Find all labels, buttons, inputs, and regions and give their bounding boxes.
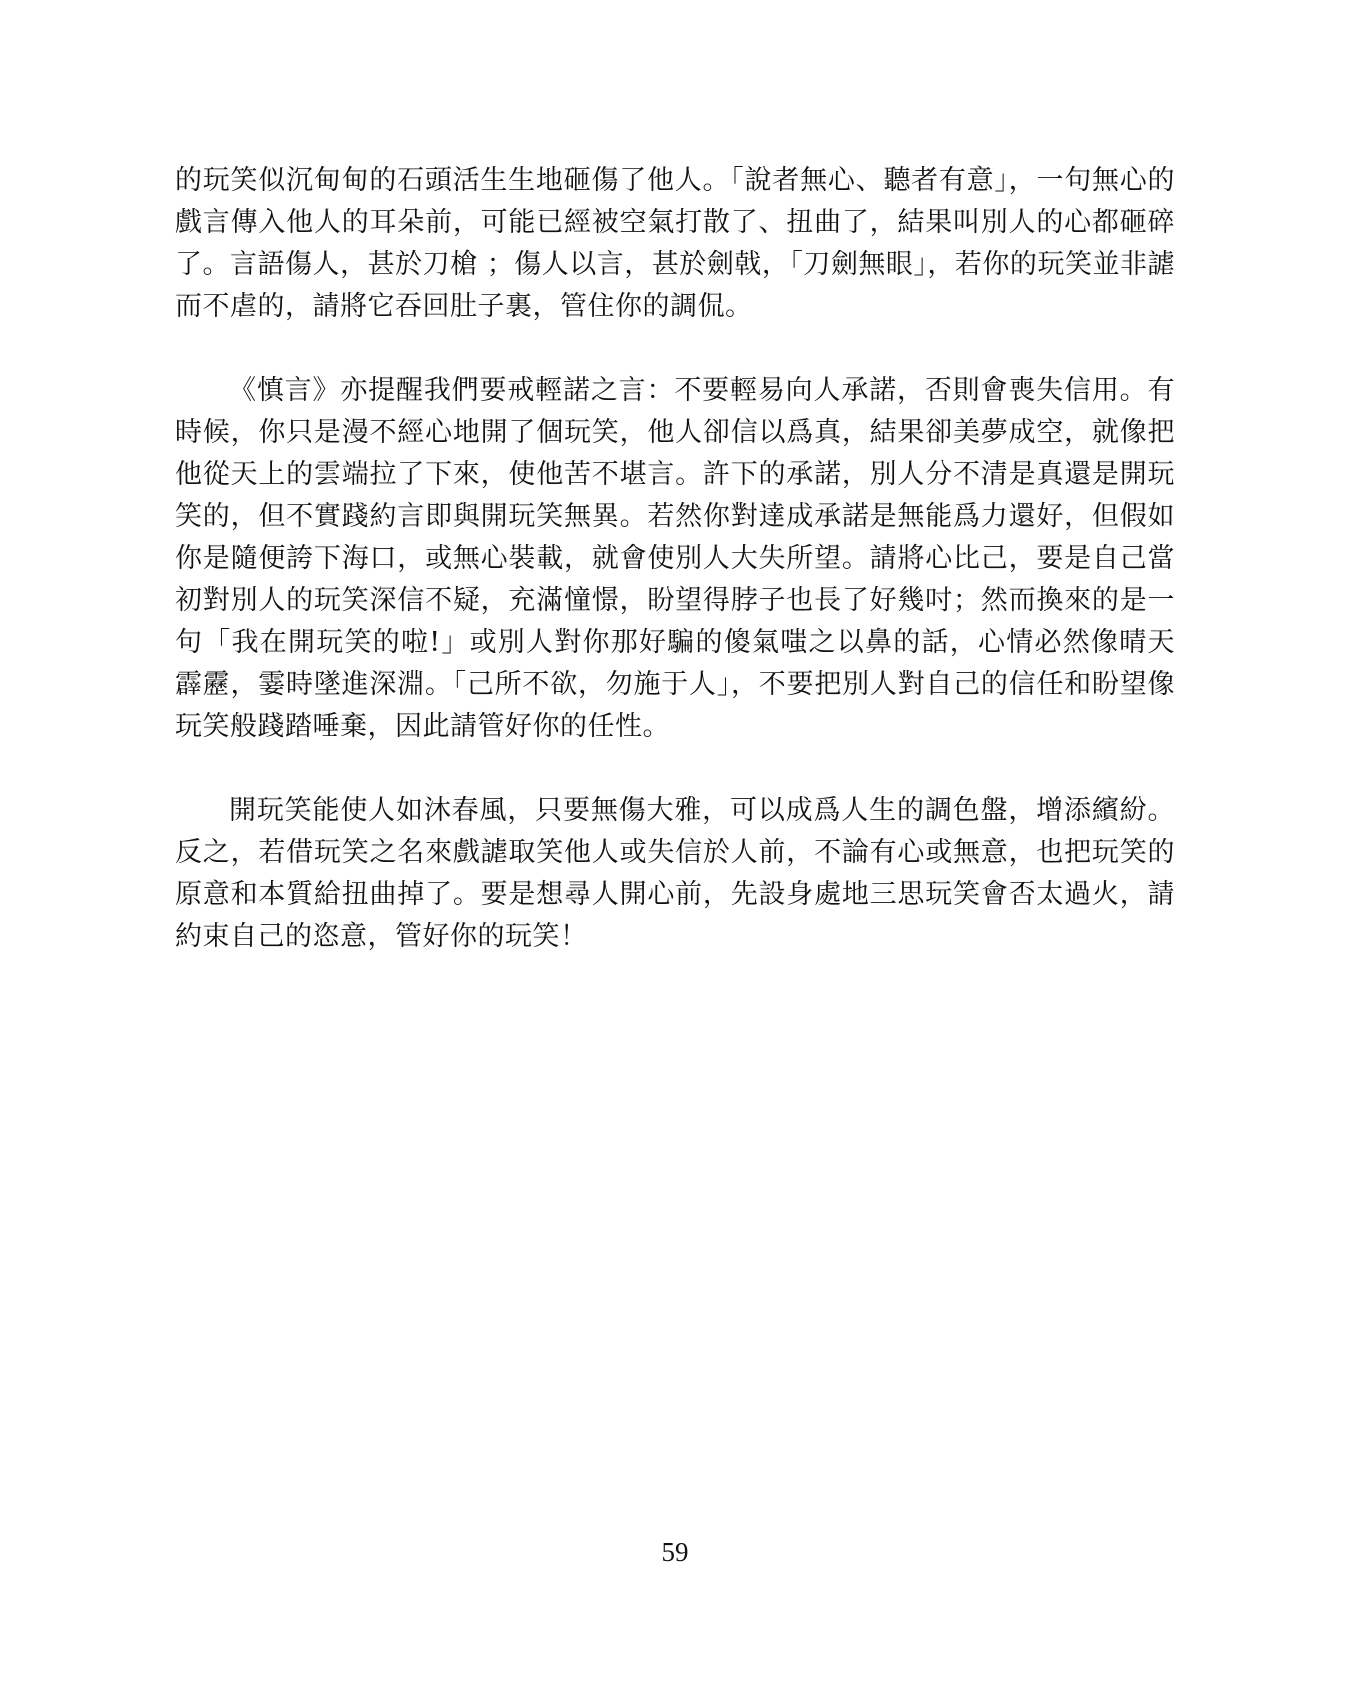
paragraph-conclusion: 開玩笑能使人如沐春風，只要無傷大雅，可以成爲人生的調色盤，增添繽紛。反之，若借玩笑之名來戲謔取笑他人或失信於人前，不論有心或無意，也把玩笑的原意和本質給扭曲掉了。要是想尋人開心前，先設身處地三思玩笑會否太過火，請約束自己的恣意，管好你的玩笑！: [175, 795, 1175, 952]
body-text: [175, 160, 1175, 958]
paragraph-continued: 的玩笑似沉甸甸的石頭活生生地砸傷了他人。「說者無心、聽者有意」，一句無心的戲言傳入他人的耳朵前，可能已經被空氣打散了、扭曲了，結果叫別人的心都砸碎了。言語傷人，甚於刀槍 ；傷人以言，甚於劍戟，「刀劍無眼」，若你的玩笑並非謔而不虐的，請將它吞回肚子裏，管住你的調侃。: [175, 165, 1175, 322]
paragraph-cautious-speech: 《慎言》亦提醒我們要戒輕諾之言：不要輕易向人承諾，否則會喪失信用。有時候，你只是漫不經心地開了個玩笑，他人卻信以爲真，結果卻美夢成空，就像把他從天上的雲端拉了下來，使他苦不堪言。許下的承諾，別人分不清是真還是開玩笑的，但不實踐約言即與開玩笑無異。若然你對達成承諾是無能爲力還好，但假如你是隨便誇下海口，或無心裝載，就會使別人大失所望。請將心比己，要是自己當初對別人的玩笑深信不疑，充滿憧憬，盼望得脖子也長了好幾吋；然而換來的是一句「我在開玩笑的啦!」或別人對你那好騙的傻氣嗤之以鼻的話，心情必然像晴天霹靂，霎時墜進深淵。「己所不欲，勿施于人」，不要把別人對自己的信任和盼望像玩笑般踐踏唾棄，因此請管好你的任性。: [175, 375, 1175, 742]
page-number: 59: [661, 1537, 689, 1567]
